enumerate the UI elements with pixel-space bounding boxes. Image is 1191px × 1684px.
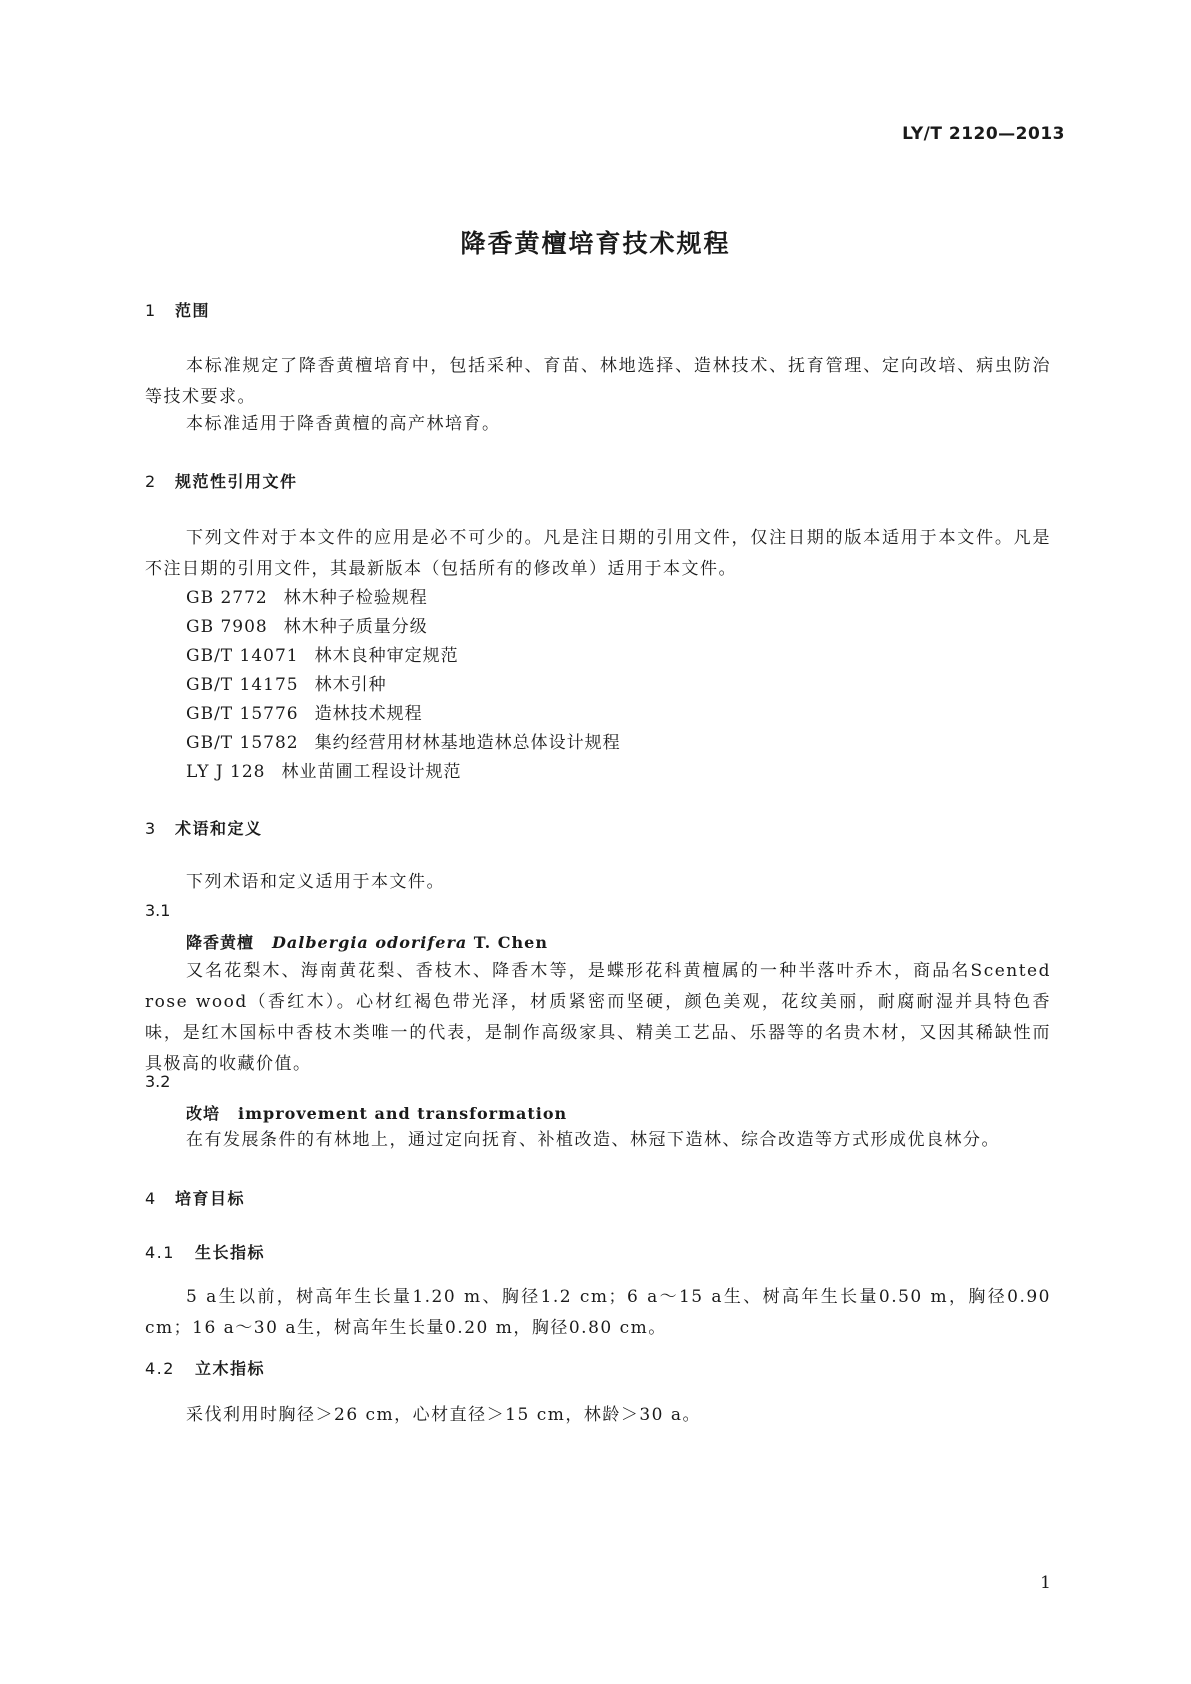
- reference-title: 林木种子检验规程: [283, 588, 428, 608]
- section-1-paragraph-1: 本标准规定了降香黄檀培育中，包括采种、育苗、林地选择、造林技术、抚育管理、定向改培、病虫防治等技术要求。: [145, 356, 1051, 407]
- term-3-2-definition: 在有发展条件的有林地上，通过定向抚育、补植改造、林冠下造林、综合改造等方式形成优良林分。: [186, 1130, 1000, 1150]
- reference-code: GB 7908: [186, 617, 268, 637]
- section-1-heading: [145, 298, 210, 321]
- subsection-4-2-text: 采伐利用时胸径＞26 cm，心材直径＞15 cm，林龄＞30 a。: [186, 1405, 702, 1425]
- reference-item: [186, 612, 428, 637]
- section-2-heading: [145, 469, 298, 492]
- reference-item: [186, 699, 423, 724]
- section-4-heading: [145, 1186, 245, 1209]
- reference-title: 林业苗圃工程设计规范: [281, 762, 462, 782]
- section-number: 1: [145, 301, 157, 320]
- reference-code: GB 2772: [186, 588, 268, 608]
- section-2-intro: 下列文件对于本文件的应用是必不可少的。凡是注日期的引用文件，仅注日期的版本适用于本文件。凡是不注日期的引用文件，其最新版本（包括所有的修改单）适用于本文件。: [145, 528, 1051, 579]
- subsection-number: 4.2: [145, 1359, 175, 1378]
- term-3-2: [186, 1101, 567, 1124]
- page-number: 1: [1040, 1573, 1051, 1593]
- term-3-1-definition: 又名花梨木、海南黄花梨、香枝木、降香木等，是蝶形花科黄檀属的一种半落叶乔木，商品名Scented rose wood（香红木）。心材红褐色带光泽，材质紧密而坚硬，颜色美观，花纹美丽，耐腐耐湿并具特色香味，是红木国标中香枝木类唯一的代表，是制作高级家具、精美工艺品、乐器等的名贵木材，又因其稀缺性而具极高的收藏价值。: [145, 961, 1051, 1074]
- reference-code: GB/T 14071: [186, 646, 299, 666]
- section-number: 3: [145, 819, 157, 838]
- document-title: 降香黄檀培育技术规程: [460, 229, 731, 258]
- section-number: 2: [145, 472, 157, 491]
- reference-item: [186, 670, 387, 695]
- reference-title: 林木良种审定规范: [314, 646, 459, 666]
- reference-title: 集约经营用材林基地造林总体设计规程: [314, 733, 621, 753]
- term-english: [272, 933, 548, 952]
- reference-code: GB/T 15776: [186, 704, 299, 724]
- section-3-intro: 下列术语和定义适用于本文件。: [186, 872, 445, 892]
- term-chinese: 降香黄檀: [186, 933, 255, 952]
- term-author: T. Chen: [467, 933, 548, 952]
- clause-number-3-2: 3.2: [145, 1072, 171, 1091]
- reference-code: GB/T 14175: [186, 675, 299, 695]
- section-title: 术语和定义: [175, 819, 263, 838]
- term-3-1: [186, 930, 548, 953]
- section-1-paragraph-2: 本标准适用于降香黄檀的高产林培育。: [186, 414, 501, 434]
- subsection-title: 立木指标: [195, 1359, 266, 1378]
- reference-title: 林木引种: [314, 675, 387, 695]
- term-english: improvement and transformation: [238, 1104, 568, 1123]
- reference-item: [186, 728, 621, 753]
- section-title: 范围: [175, 301, 211, 320]
- subsection-title: 生长指标: [195, 1243, 266, 1262]
- reference-title: 林木种子质量分级: [283, 617, 428, 637]
- subsection-4-1-heading: [145, 1240, 265, 1263]
- section-number: 4: [145, 1189, 157, 1208]
- reference-item: [186, 641, 459, 666]
- clause-number-3-1: 3.1: [145, 901, 171, 920]
- standard-code: LY/T 2120—2013: [902, 124, 1065, 144]
- subsection-number: 4.1: [145, 1243, 175, 1262]
- reference-code: LY J 128: [186, 762, 266, 782]
- reference-title: 造林技术规程: [314, 704, 423, 724]
- term-latin-name: Dalbergia odorifera: [272, 933, 468, 952]
- reference-item: [186, 757, 462, 782]
- term-chinese: 改培: [186, 1104, 221, 1123]
- section-title: 培育目标: [175, 1189, 246, 1208]
- section-title: 规范性引用文件: [175, 472, 298, 491]
- reference-item: [186, 583, 428, 608]
- reference-code: GB/T 15782: [186, 733, 299, 753]
- section-3-heading: [145, 816, 263, 839]
- subsection-4-2-heading: [145, 1356, 265, 1379]
- subsection-4-1-text: 5 a生以前，树高年生长量1.20 m、胸径1.2 cm；6 a～15 a生、树高年生长量0.50 m，胸径0.90 cm；16 a～30 a生，树高年生长量0.20 m，胸径0.80 cm。: [145, 1287, 1051, 1338]
